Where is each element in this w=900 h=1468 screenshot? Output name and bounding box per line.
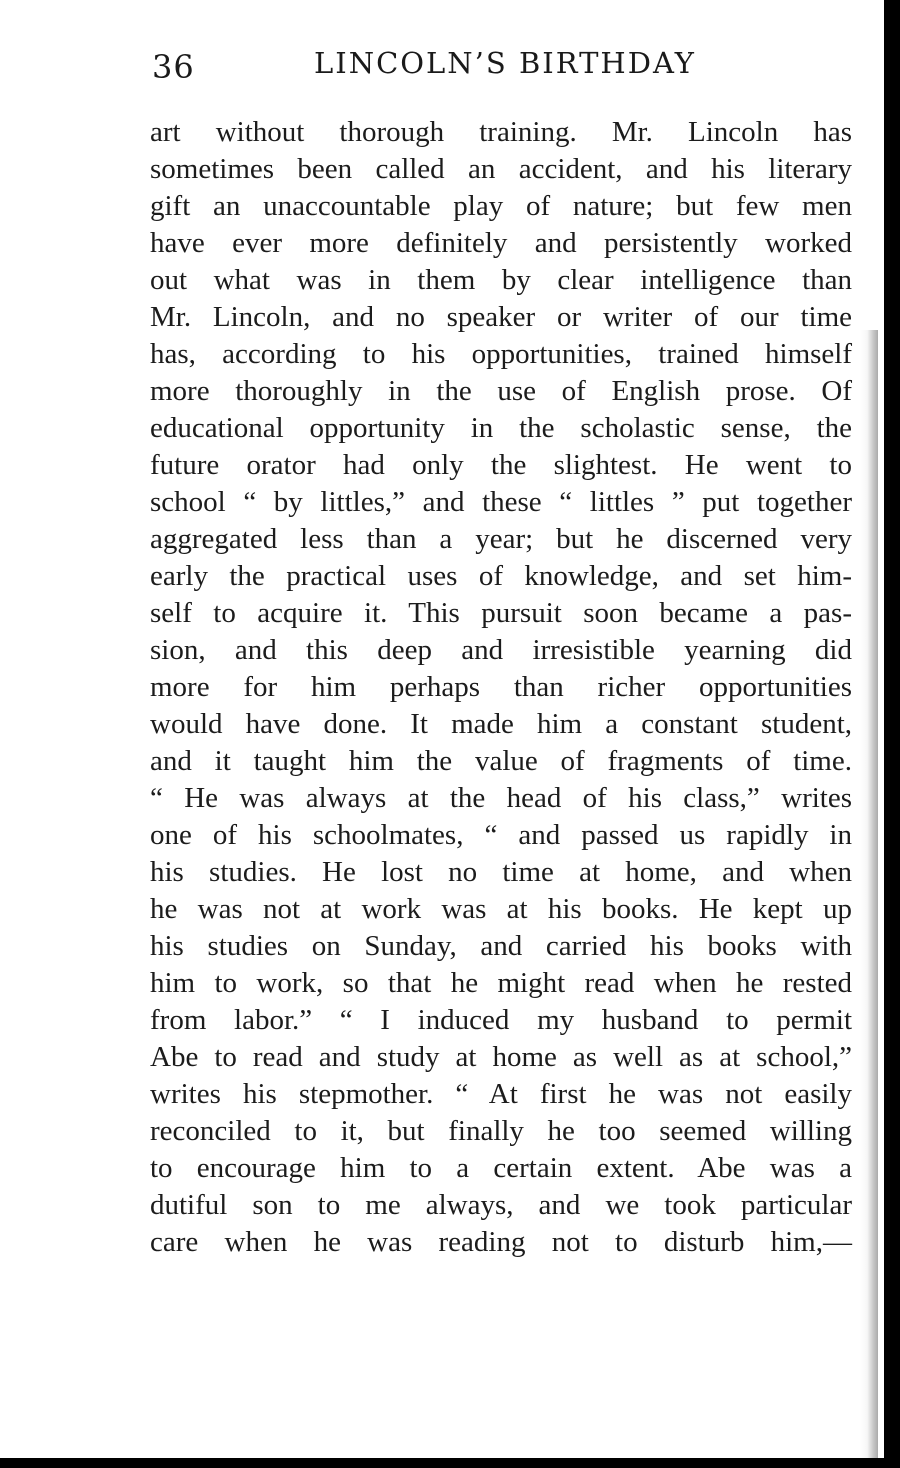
text-line: and it taught him the value of fragments of time. (150, 745, 852, 777)
text-line: out what was in them by clear intelligence than (150, 264, 852, 296)
text-line: “ He was always at the head of his class,” writes (150, 782, 852, 814)
text-line: more for him perhaps than richer opportunities (150, 671, 852, 703)
running-title: LINCOLN’S BIRTHDAY (314, 46, 696, 80)
body-text (150, 114, 852, 1261)
text-line: dutiful son to me always, and we took particular (150, 1189, 852, 1221)
text-line: Mr. Lincoln, and no speaker or writer of our time (150, 301, 852, 333)
text-line: him to work, so that he might read when he rested (150, 967, 852, 999)
text-line: would have done. It made him a constant student, (150, 708, 852, 740)
text-line: his studies. He lost no time at home, and when (150, 856, 852, 888)
text-line: Abe to read and study at home as well as at school,” (150, 1041, 852, 1073)
text-line: one of his schoolmates, “ and passed us rapidly in (150, 819, 852, 851)
text-line: writes his stepmother. “ At first he was not easily (150, 1078, 852, 1110)
text-line: to encourage him to a certain extent. Abe was a (150, 1152, 852, 1184)
text-line: he was not at work was at his books. He kept up (150, 893, 852, 925)
text-line: future orator had only the slightest. He went to (150, 449, 852, 481)
text-line: art without thorough training. Mr. Lincoln has (150, 116, 852, 148)
text-line: reconciled to it, but finally he too seemed willing (150, 1115, 852, 1147)
text-line: aggregated less than a year; but he discerned very (150, 523, 852, 555)
text-line: have ever more definitely and persistently worked (150, 227, 852, 259)
text-line: school “ by littles,” and these “ littles ” put together (150, 486, 852, 518)
text-line: gift an unaccountable play of nature; but few men (150, 190, 852, 222)
text-line: sion, and this deep and irresistible yearning did (150, 634, 852, 666)
text-line: sometimes been called an accident, and his literary (150, 153, 852, 185)
text-line: from labor.” “ I induced my husband to permit (150, 1004, 852, 1036)
running-head (148, 40, 868, 90)
page-edge-shadow (860, 330, 878, 1458)
text-line: his studies on Sunday, and carried his books with (150, 930, 852, 962)
text-line: educational opportunity in the scholastic sense, the (150, 412, 852, 444)
page-number: 36 (152, 48, 195, 86)
text-line: more thoroughly in the use of English prose. Of (150, 375, 852, 407)
text-line: self to acquire it. This pursuit soon became a pas- (150, 597, 852, 629)
text-line: early the practical uses of knowledge, and set him- (150, 560, 852, 592)
text-line: has, according to his opportunities, trained himself (150, 338, 852, 370)
text-line: care when he was reading not to disturb him,— (150, 1226, 852, 1258)
